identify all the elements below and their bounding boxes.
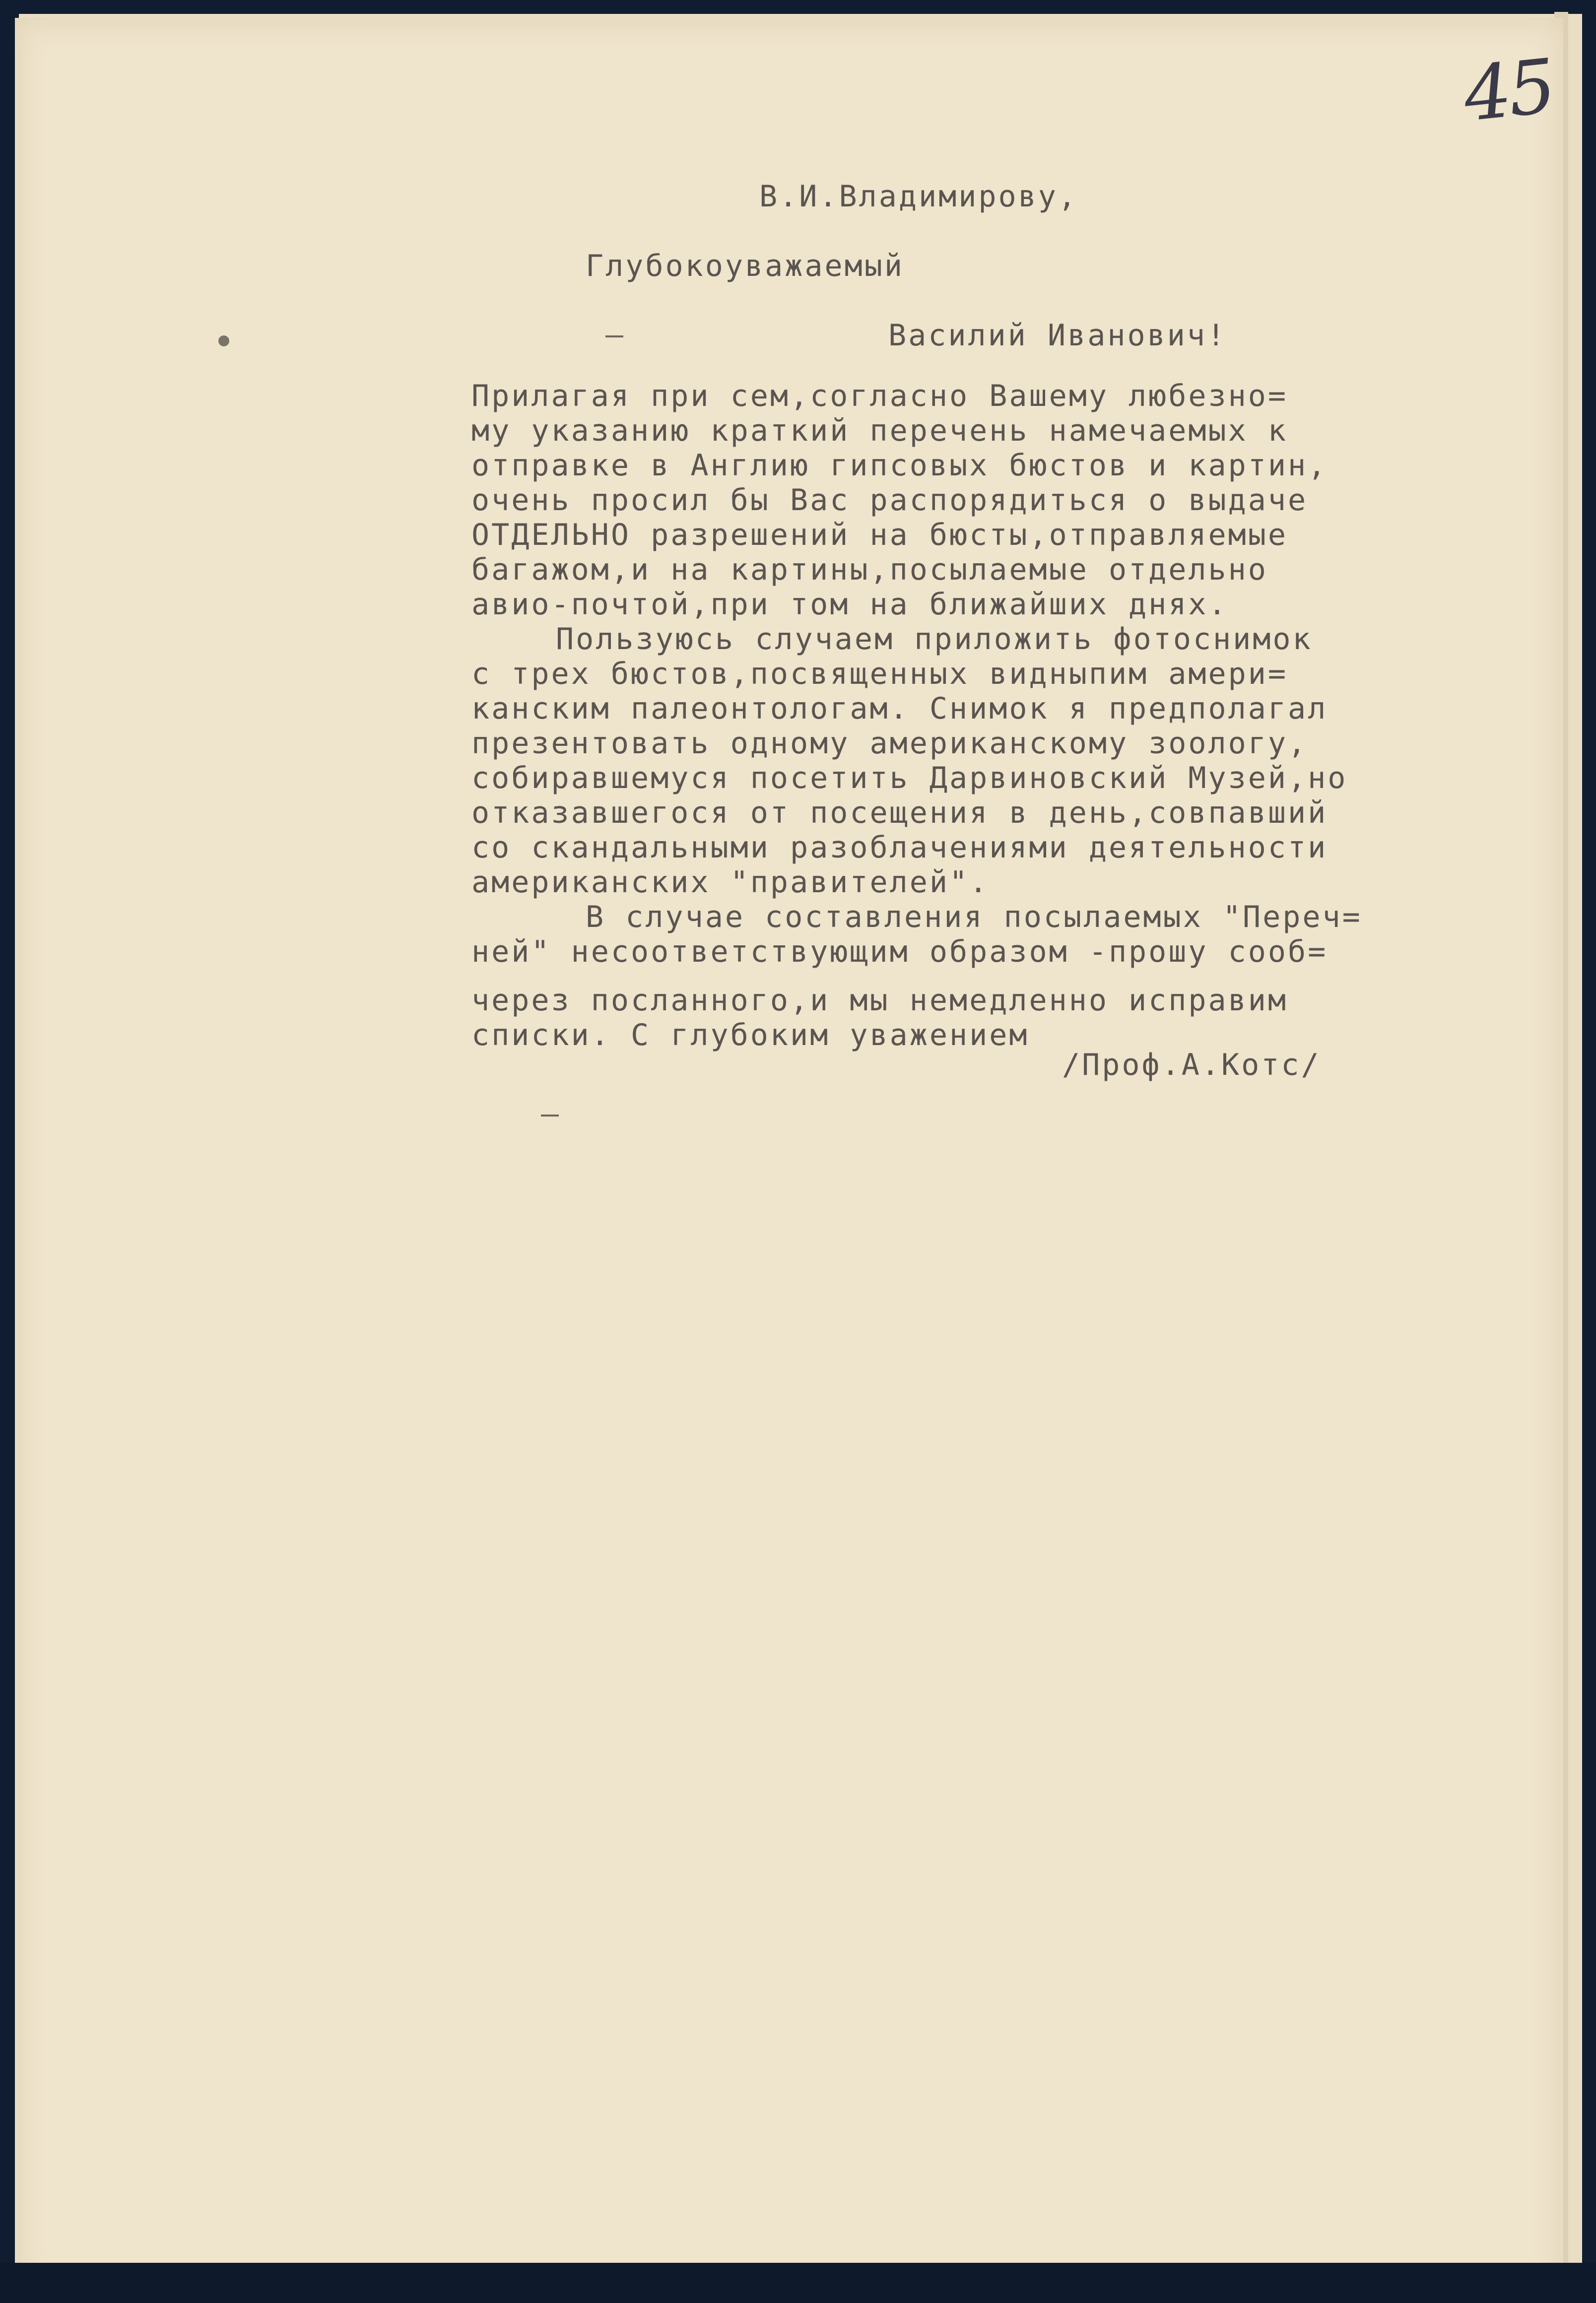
body-line: списки. С глубоким уважением: [471, 1018, 1029, 1053]
signature: /Проф.А.Котс/: [1062, 1048, 1321, 1082]
greeting: Глубокоуважаемый: [586, 249, 904, 283]
addressee-name: Василий Иванович!: [888, 318, 1227, 353]
document-page: [15, 18, 1563, 2291]
body-line: со скандальными разоблачениями деятельности: [471, 830, 1328, 865]
body-line: отказавшегося от посещения в день,совпавший: [471, 795, 1328, 830]
body-line: В случае составления посылаемых "Переч=: [586, 900, 1362, 934]
dash-mark: [605, 335, 623, 337]
body-line: Пользуюсь случаем приложить фотоснимок: [556, 622, 1313, 657]
body-line: через посланного,и мы немедленно исправим: [471, 983, 1288, 1018]
body-line: му указанию краткий перечень намечаемых к: [471, 413, 1288, 448]
body-line: ОТДЕЛЬНО разрешений на бюсты,отправляемые: [471, 518, 1288, 552]
dash-mark: [541, 1115, 559, 1117]
body-line: Прилагая при сем,согласно Вашему любезно=: [471, 379, 1288, 413]
body-line: американских "правителей".: [471, 865, 990, 900]
body-line: собиравшемуся посетить Дарвиновский Музей,но: [471, 761, 1348, 795]
body-line: ней" несоответствующим образом -прошу сооб=: [471, 934, 1328, 969]
scan-bottom-edge: [0, 2263, 1596, 2303]
ink-spot: [218, 335, 229, 346]
body-line: с трех бюстов,посвященных видныпим амери=: [471, 657, 1288, 691]
body-line: авио-почтой,при том на ближайших днях.: [471, 587, 1228, 622]
body-line: очень просил бы Вас распорядиться о выдаче: [471, 483, 1308, 518]
body-line: презентовать одному американскому зоологу,: [471, 726, 1308, 761]
body-line: канским палеонтологам. Снимок я предполагал: [471, 691, 1328, 726]
body-line: багажом,и на картины,посылаемые отдельно: [471, 552, 1268, 587]
folio-number: 45: [1460, 43, 1557, 138]
body-line: отправке в Англию гипсовых бюстов и картин,: [471, 448, 1328, 483]
addressee: В.И.Владимирову,: [759, 179, 1078, 214]
